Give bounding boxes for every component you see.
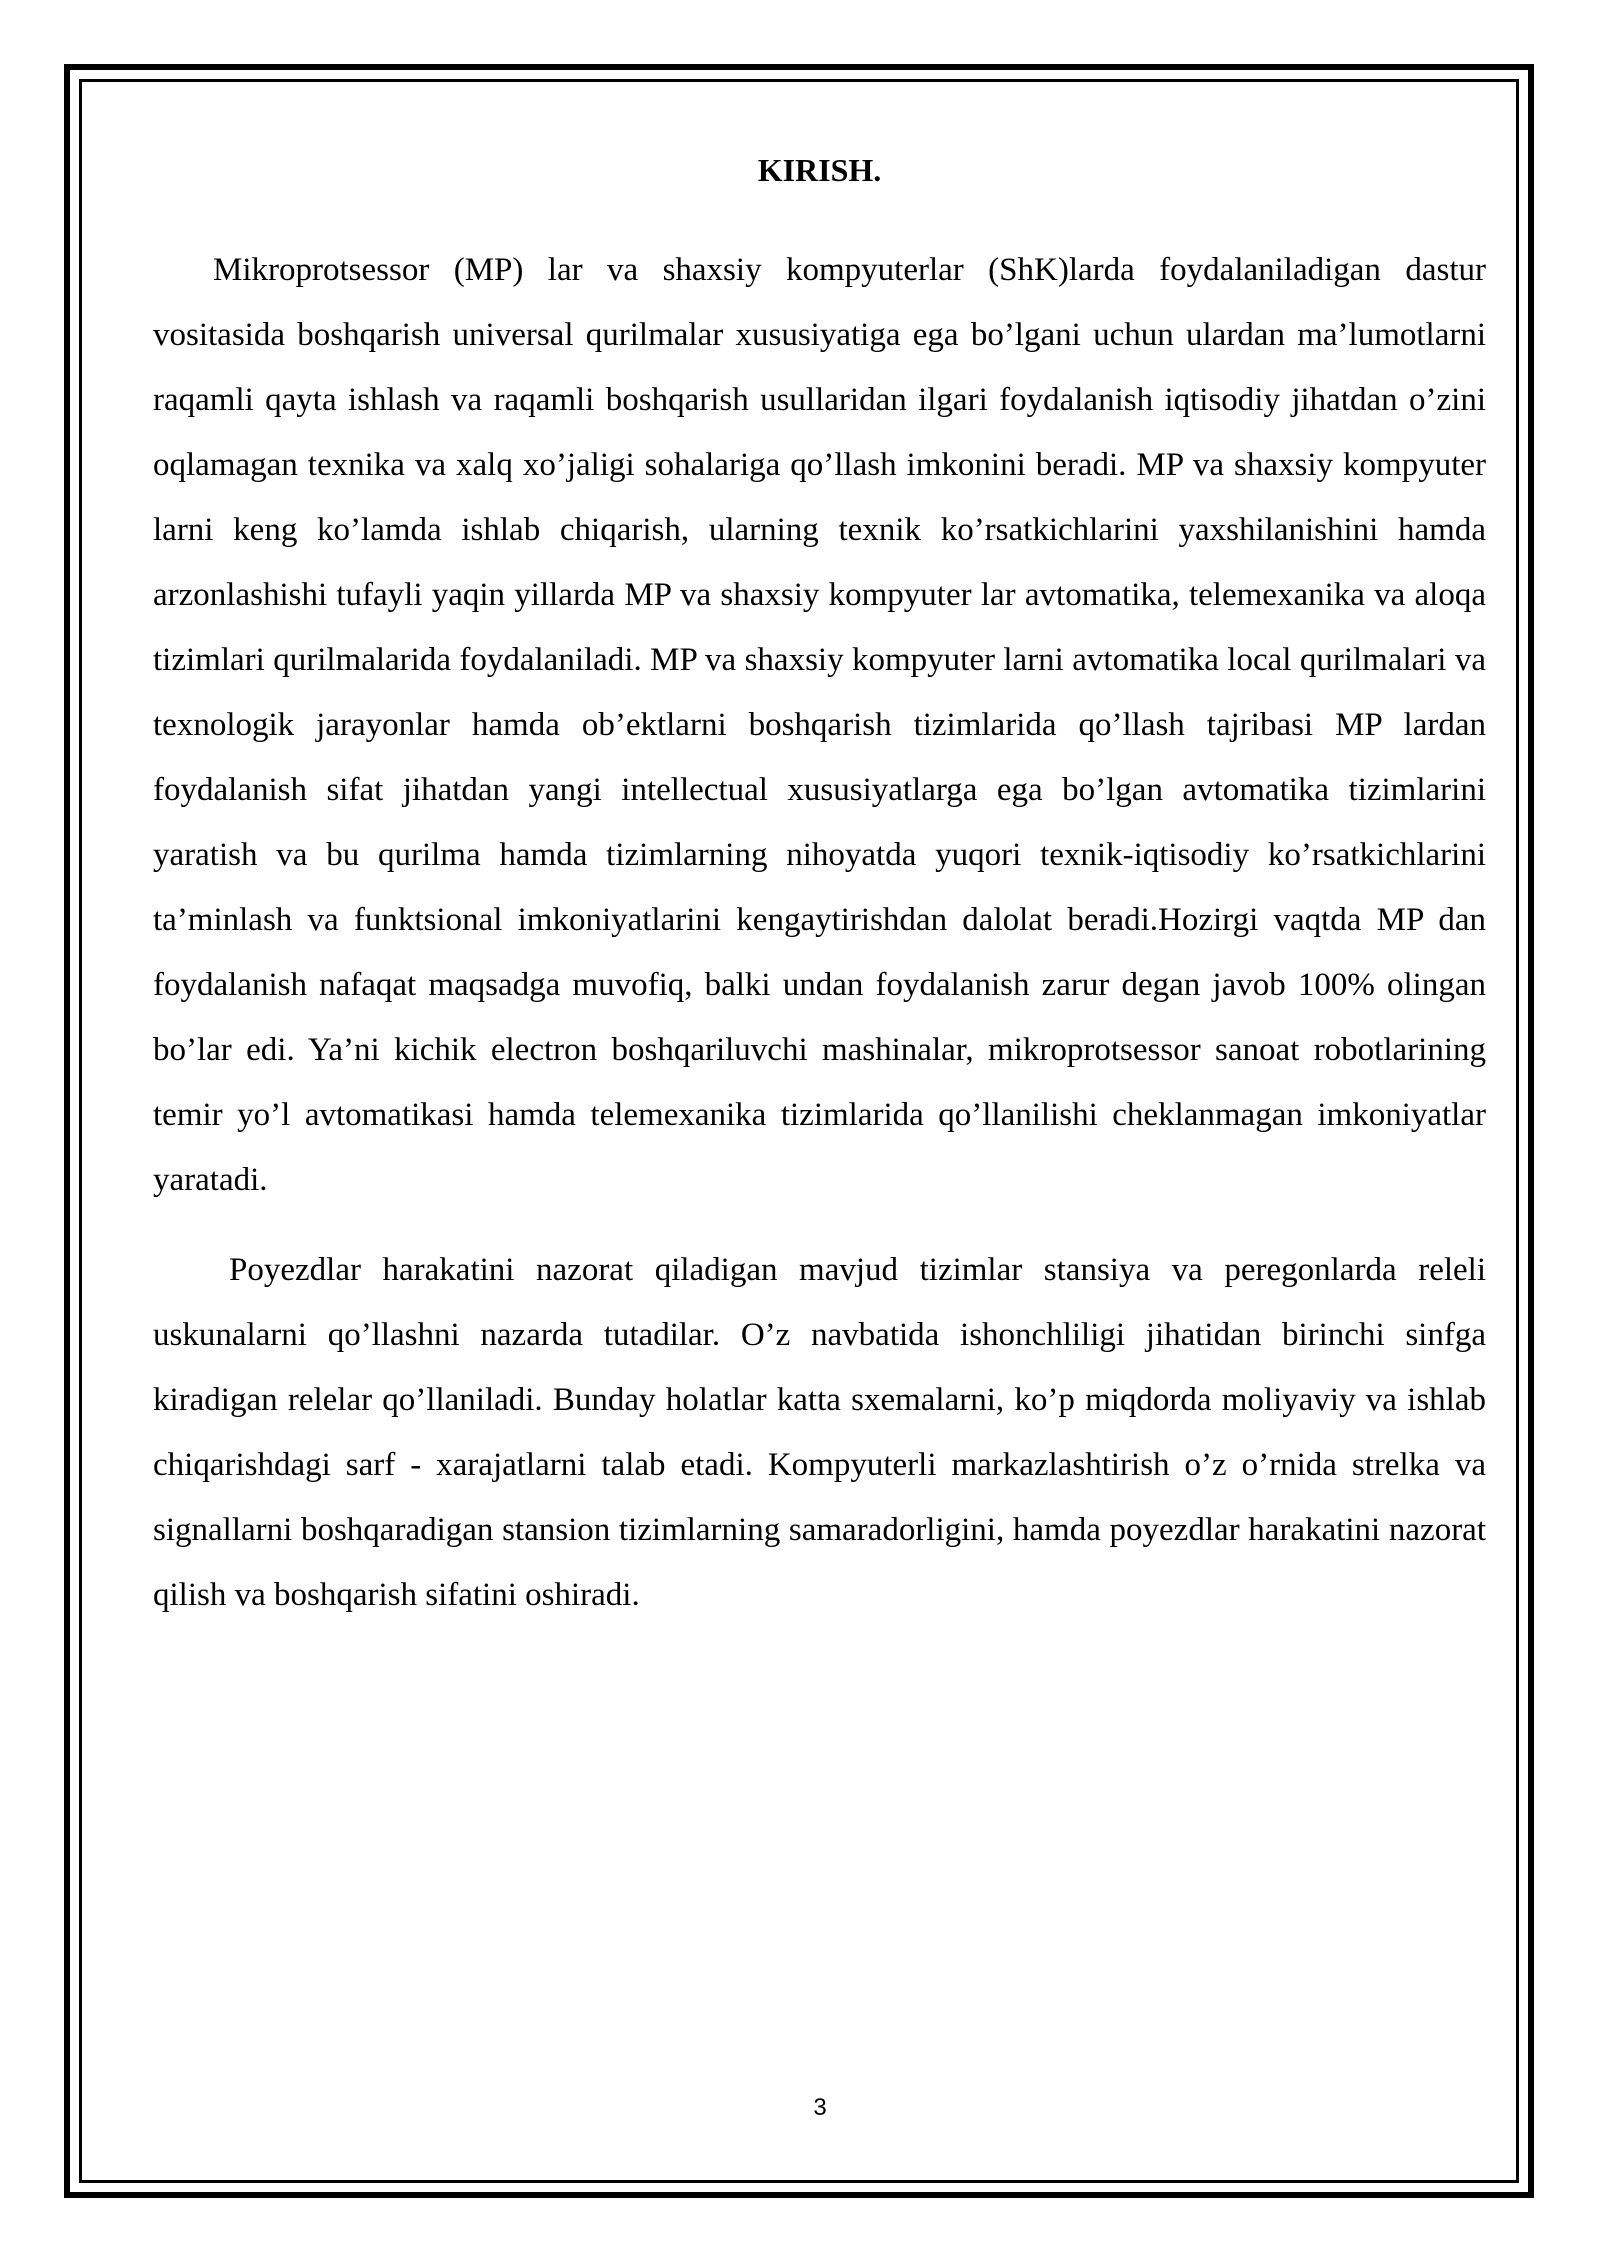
page-body [153, 150, 1486, 1628]
paragraph-2: Poyezdlar harakatini nazorat qiladigan mavjud tizimlar stansiya va peregonlarda releli uskunalarni qo’llashni nazarda tutadilar. O’z navbatida ishonchliligi jihatidan birinchi sinfga kiradigan relelar qo’llaniladi. Bunday holatlar katta sxemalarni, ko’p miqdorda moliyaviy va ishlab chiqarishdagi sarf - xarajatlarni talab etadi. Kompyuterli markazlashtirish o’z o’rnida strelka va signallarni boshqaradigan stansion tizimlarning samaradorligini, hamda poyezdlar harakatini nazorat qilish va boshqarish sifatini oshiradi. [153, 1252, 1486, 1613]
page-number: 3 [813, 2094, 827, 2121]
section-title: KIRISH. [757, 152, 882, 188]
paragraph-1: Mikroprotsessor (MP) lar va shaxsiy kompyuterlar (ShK)larda foydalaniladigan dastur vositasida boshqarish universal qurilmalar xususiyatiga ega bo’lgani uchun ulardan ma’lumotlarni raqamli qayta ishlash va raqamli boshqarish usullaridan ilgari foydalanish iqtisodiy jihatdan o’zini oqlamagan texnika va xalq xo’jaligi sohalariga qo’llash imkonini beradi. MP va shaxsiy kompyuter larni keng ko’lamda ishlab chiqarish, ularning texnik ko’rsatkichlarini yaxshilanishini hamda arzonlashishi tufayli yaqin yillarda MP va shaxsiy kompyuter lar avtomatika, telemexanika va aloqa tizimlari qurilmalarida foydalaniladi. MP va shaxsiy kompyuter larni avtomatika local qurilmalari va texnologik jarayonlar hamda ob’ektlarni boshqarish tizimlarida qo’llash tajribasi MP lardan foydalanish sifat jihatdan yangi intellectual xususiyatlarga ega bo’lgan avtomatika tizimlarini yaratish va bu qurilma hamda tizimlarning nihoyatda yuqori texnik-iqtisodiy ko’rsatkichlarini ta’minlash va funktsional imkoniyatlarini kengaytirishdan dalolat beradi.Hozirgi vaqtda MP dan foydalanish nafaqat maqsadga muvofiq, balki undan foydalanish zarur degan javob 100% olingan bo’lar edi. Ya’ni kichik electron boshqariluvchi mashinalar, mikroprotsessor sanoat robotlarining temir yo’l avtomatikasi hamda telemexanika tizimlarida qo’llanilishi cheklanmagan imkoniyatlar yaratadi. [153, 252, 1486, 1198]
